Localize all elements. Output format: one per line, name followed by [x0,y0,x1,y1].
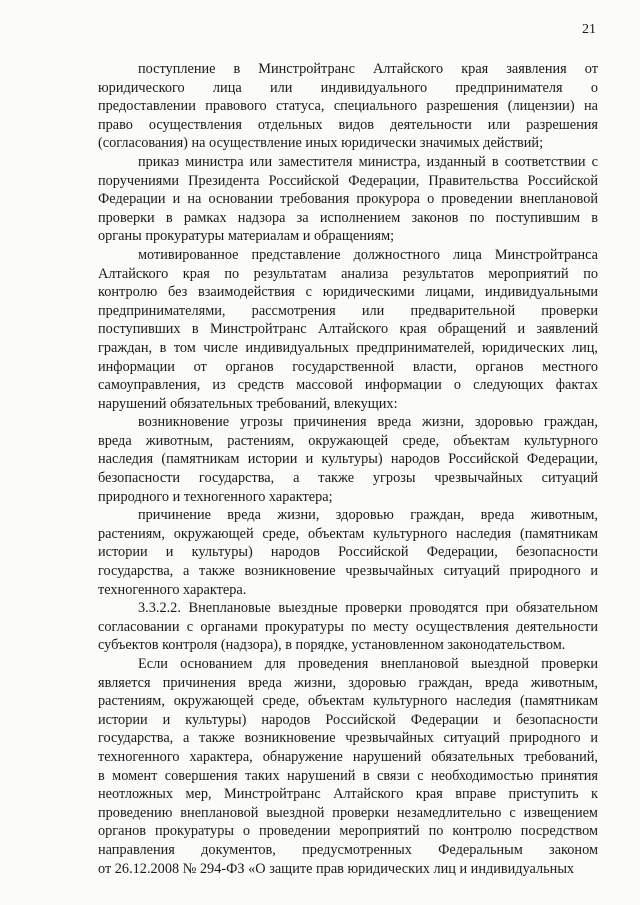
text-line: самоуправления, из средств массовой информации о следующих фактах [98,377,598,394]
text-line: государства, а также возникновение чрезвычайных ситуаций природного и [98,563,598,580]
text-line: приказ министра или заместителя министра, изданный в соответствии с [138,153,598,170]
text-line: вреда животным, растениям, окружающей среде, объектам культурного [98,432,598,449]
text-line: предоставлении правового статуса, специального разрешения (лицензии) на [98,98,598,115]
text-line: органы прокуратуры материалам и обращениям; [98,228,395,245]
paragraph [98,413,598,506]
text-line: истории и культуры) народов Российской Федерации, безопасности [98,544,598,561]
text-line: поручениями Президента Российской Федерации, Правительства Российской [98,172,598,189]
text-line: Если основанием для проведения внеплановой выездной проверки [138,656,598,672]
text-line: проведению внеплановой выездной проверки незамедлительно с извещением [98,804,598,821]
text-line: наследия (памятникам истории и культуры) народов Российской Федерации, [98,451,598,468]
text-line: поступление в Минстройтранс Алтайского края заявления от [138,61,598,77]
text-line: проверки в рамках надзора за исполнением законов по поступившим в [98,209,598,226]
paragraph [98,246,598,413]
page-number: 21 [582,22,596,37]
text-line: субъектов контроля (надзора), в порядке, установленном законодательством. [98,637,566,654]
text-line: растениям, окружающей среде, объектам культурного наследия (памятникам [98,525,598,542]
text-line: причинение вреда жизни, здоровью граждан, вреда животным, [138,507,598,524]
text-line: техногенного характера, обнаружение нарушений обязательных требований, [98,748,598,765]
text-line: государства, а также возникновение чрезвычайных ситуаций природного и [98,730,598,747]
paragraph [98,655,598,878]
text-line: природного и техногенного характера; [98,488,333,505]
text-line: растениям, окружающей среде, объектам культурного наследия (памятникам [98,693,598,710]
text-line: мотивированное представление должностного лица Минстройтранса [138,246,598,263]
paragraph [98,599,598,655]
text-line: от 26.12.2008 № 294-ФЗ «О защите прав юридических лиц и индивидуальных [98,860,575,877]
text-line: согласовании с органами прокуратуры по месту осуществления деятельности [98,618,598,635]
paragraph [98,153,598,246]
text-line: Алтайского края по результатам анализа результатов мероприятий по [98,265,598,282]
text-line: неотложных мер, Минстройтранс Алтайского края вправе приступить к [98,786,598,803]
text-line: нарушений обязательных требований, влекущих: [98,395,398,412]
text-line: техногенного характера. [98,581,247,598]
text-line: поступивших в Минстройтранс Алтайского края обращений и заявлений [98,321,598,338]
text-line: контролю без взаимодействия с юридическими лицами, индивидуальными [98,284,598,301]
text-line: предпринимателями, рассмотрения или предварительной проверки [98,302,598,319]
text-line: информации от органов государственной власти, органов местного [98,358,598,375]
document-body [98,60,598,878]
text-line: возникновение угрозы причинения вреда жизни, здоровью граждан, [138,414,598,431]
paragraph [98,506,598,599]
text-line: (согласования) на осуществление иных юридически значимых действий; [98,135,544,152]
text-line: безопасности государства, а также угрозы чрезвычайных ситуаций [98,470,598,487]
text-line: 3.3.2.2. Внеплановые выездные проверки проводятся при обязательном [138,600,598,617]
text-line: истории и культуры) народов Российской Федерации и безопасности [98,711,598,728]
text-line: является причинения вреда жизни, здоровью граждан, вреда животным, [98,674,598,691]
text-line: юридического лица или индивидуального предпринимателя о [98,79,598,96]
paragraph [98,60,598,153]
text-line: в момент совершения таких нарушений в связи с необходимостью принятия [98,767,598,784]
text-line: граждан, в том числе индивидуальных предпринимателей, юридических лиц, [98,339,598,356]
text-line: направления документов, предусмотренных Федеральным законом [98,841,598,858]
text-line: органов прокуратуры о проведении мероприятий по контролю посредством [98,823,598,840]
text-line: Федерации и на основании требования прокурора о проведении внеплановой [98,191,598,208]
text-line: право осуществления отдельных видов деятельности или разрешения [98,116,598,133]
